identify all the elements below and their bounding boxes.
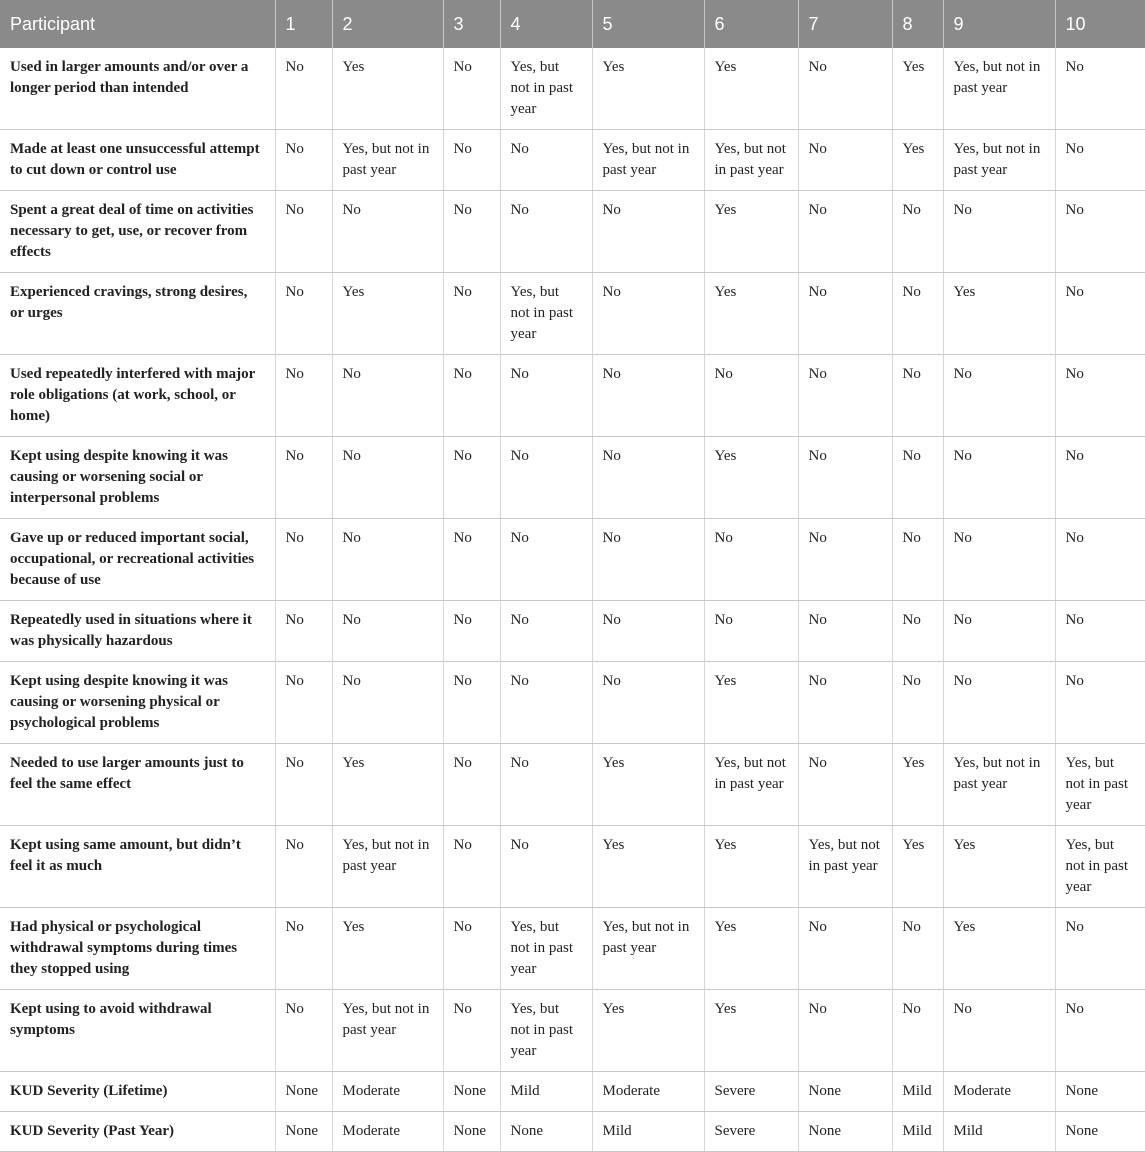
value-cell: Yes: [704, 437, 798, 519]
criterion-cell: KUD Severity (Lifetime): [0, 1072, 275, 1112]
value-cell: No: [798, 273, 892, 355]
value-cell: No: [443, 601, 500, 662]
value-cell: None: [443, 1072, 500, 1112]
value-cell: No: [500, 826, 592, 908]
header-cell: 6: [704, 0, 798, 48]
value-cell: No: [592, 191, 704, 273]
value-cell: No: [798, 601, 892, 662]
header-cell: 5: [592, 0, 704, 48]
value-cell: Yes, but not in past year: [1055, 826, 1145, 908]
table-row: [0, 744, 1145, 826]
value-cell: Yes: [704, 48, 798, 130]
value-cell: Yes: [592, 48, 704, 130]
value-cell: No: [798, 744, 892, 826]
criterion-cell: Experienced cravings, strong desires, or urges: [0, 273, 275, 355]
value-cell: No: [798, 990, 892, 1072]
value-cell: Yes: [943, 908, 1055, 990]
value-cell: Mild: [892, 1072, 943, 1112]
value-cell: No: [275, 130, 332, 191]
criterion-cell: Needed to use larger amounts just to feel the same effect: [0, 744, 275, 826]
criterion-cell: Repeatedly used in situations where it was physically hazardous: [0, 601, 275, 662]
table-row: [0, 191, 1145, 273]
value-cell: No: [275, 826, 332, 908]
value-cell: Yes: [332, 744, 443, 826]
table-row: [0, 662, 1145, 744]
value-cell: No: [798, 191, 892, 273]
value-cell: No: [443, 273, 500, 355]
value-cell: Severe: [704, 1112, 798, 1152]
value-cell: None: [1055, 1072, 1145, 1112]
table-row: [0, 826, 1145, 908]
header-row: [0, 0, 1145, 48]
criterion-cell: Used in larger amounts and/or over a longer period than intended: [0, 48, 275, 130]
header-cell: 3: [443, 0, 500, 48]
value-cell: No: [1055, 355, 1145, 437]
value-cell: No: [798, 437, 892, 519]
value-cell: Mild: [592, 1112, 704, 1152]
value-cell: Yes, but not in past year: [798, 826, 892, 908]
value-cell: None: [1055, 1112, 1145, 1152]
value-cell: No: [943, 355, 1055, 437]
criterion-cell: Kept using despite knowing it was causing or worsening physical or psychological problems: [0, 662, 275, 744]
value-cell: No: [332, 662, 443, 744]
value-cell: Yes, but not in past year: [592, 908, 704, 990]
value-cell: No: [275, 601, 332, 662]
value-cell: No: [1055, 662, 1145, 744]
value-cell: Yes: [892, 826, 943, 908]
value-cell: None: [798, 1112, 892, 1152]
value-cell: Yes: [704, 273, 798, 355]
value-cell: No: [443, 437, 500, 519]
value-cell: No: [1055, 601, 1145, 662]
criterion-cell: Used repeatedly interfered with major role obligations (at work, school, or home): [0, 355, 275, 437]
value-cell: No: [275, 191, 332, 273]
header-cell: 9: [943, 0, 1055, 48]
value-cell: No: [275, 48, 332, 130]
value-cell: No: [443, 826, 500, 908]
value-cell: No: [892, 519, 943, 601]
value-cell: Yes: [943, 273, 1055, 355]
value-cell: No: [592, 601, 704, 662]
value-cell: No: [443, 355, 500, 437]
value-cell: Yes, but not in past year: [332, 990, 443, 1072]
value-cell: Yes, but not in past year: [500, 48, 592, 130]
table-row: [0, 1112, 1145, 1152]
value-cell: Mild: [500, 1072, 592, 1112]
value-cell: No: [892, 273, 943, 355]
value-cell: No: [1055, 130, 1145, 191]
value-cell: Moderate: [332, 1112, 443, 1152]
value-cell: None: [500, 1112, 592, 1152]
value-cell: Yes: [704, 191, 798, 273]
value-cell: Severe: [704, 1072, 798, 1112]
value-cell: No: [443, 662, 500, 744]
value-cell: Yes, but not in past year: [1055, 744, 1145, 826]
value-cell: Yes, but not in past year: [500, 990, 592, 1072]
table-row: [0, 48, 1145, 130]
value-cell: No: [592, 437, 704, 519]
value-cell: No: [275, 662, 332, 744]
value-cell: Yes: [332, 908, 443, 990]
value-cell: No: [500, 662, 592, 744]
value-cell: No: [275, 273, 332, 355]
value-cell: No: [275, 744, 332, 826]
table-row: [0, 1072, 1145, 1112]
value-cell: No: [943, 662, 1055, 744]
value-cell: Yes: [892, 130, 943, 191]
value-cell: No: [704, 601, 798, 662]
header-cell: 4: [500, 0, 592, 48]
value-cell: No: [592, 355, 704, 437]
value-cell: None: [275, 1112, 332, 1152]
header-cell: 2: [332, 0, 443, 48]
value-cell: No: [443, 519, 500, 601]
value-cell: Yes, but not in past year: [332, 826, 443, 908]
table-row: [0, 355, 1145, 437]
value-cell: No: [1055, 908, 1145, 990]
value-cell: No: [1055, 191, 1145, 273]
value-cell: No: [798, 519, 892, 601]
table-row: [0, 601, 1145, 662]
value-cell: Moderate: [592, 1072, 704, 1112]
value-cell: Yes: [704, 826, 798, 908]
value-cell: No: [500, 191, 592, 273]
value-cell: No: [1055, 48, 1145, 130]
value-cell: No: [500, 437, 592, 519]
value-cell: No: [704, 355, 798, 437]
criterion-cell: Spent a great deal of time on activities necessary to get, use, or recover from effects: [0, 191, 275, 273]
value-cell: No: [1055, 519, 1145, 601]
header-cell: 10: [1055, 0, 1145, 48]
value-cell: No: [332, 191, 443, 273]
value-cell: No: [892, 355, 943, 437]
value-cell: No: [275, 355, 332, 437]
value-cell: No: [443, 48, 500, 130]
value-cell: No: [500, 744, 592, 826]
value-cell: No: [798, 662, 892, 744]
value-cell: No: [500, 355, 592, 437]
header-cell: Participant: [0, 0, 275, 48]
value-cell: No: [332, 601, 443, 662]
value-cell: No: [500, 130, 592, 191]
value-cell: No: [275, 908, 332, 990]
value-cell: Yes: [704, 662, 798, 744]
value-cell: No: [592, 519, 704, 601]
value-cell: Yes: [704, 990, 798, 1072]
value-cell: No: [892, 990, 943, 1072]
value-cell: Yes: [592, 990, 704, 1072]
value-cell: Yes: [892, 744, 943, 826]
value-cell: No: [443, 191, 500, 273]
criterion-cell: Kept using to avoid withdrawal symptoms: [0, 990, 275, 1072]
criterion-cell: Gave up or reduced important social, occupational, or recreational activities because of use: [0, 519, 275, 601]
value-cell: No: [798, 355, 892, 437]
value-cell: No: [892, 662, 943, 744]
value-cell: No: [332, 355, 443, 437]
value-cell: None: [798, 1072, 892, 1112]
header-cell: 1: [275, 0, 332, 48]
value-cell: Moderate: [943, 1072, 1055, 1112]
value-cell: Yes, but not in past year: [943, 48, 1055, 130]
value-cell: No: [943, 519, 1055, 601]
value-cell: Yes: [892, 48, 943, 130]
value-cell: Yes: [332, 273, 443, 355]
criterion-cell: KUD Severity (Past Year): [0, 1112, 275, 1152]
value-cell: No: [943, 191, 1055, 273]
value-cell: No: [798, 48, 892, 130]
table-body: [0, 48, 1145, 1152]
value-cell: None: [443, 1112, 500, 1152]
value-cell: Yes: [704, 908, 798, 990]
value-cell: No: [892, 437, 943, 519]
value-cell: No: [500, 601, 592, 662]
criterion-cell: Made at least one unsuccessful attempt to cut down or control use: [0, 130, 275, 191]
value-cell: No: [332, 519, 443, 601]
value-cell: No: [892, 601, 943, 662]
header-cell: 7: [798, 0, 892, 48]
value-cell: No: [443, 130, 500, 191]
value-cell: No: [332, 437, 443, 519]
value-cell: Yes, but not in past year: [704, 130, 798, 191]
value-cell: No: [943, 437, 1055, 519]
value-cell: No: [592, 273, 704, 355]
value-cell: None: [275, 1072, 332, 1112]
value-cell: No: [275, 437, 332, 519]
value-cell: Moderate: [332, 1072, 443, 1112]
table-row: [0, 908, 1145, 990]
value-cell: No: [443, 908, 500, 990]
value-cell: No: [275, 990, 332, 1072]
value-cell: No: [798, 130, 892, 191]
criterion-cell: Kept using same amount, but didn’t feel it as much: [0, 826, 275, 908]
value-cell: Yes: [592, 826, 704, 908]
value-cell: Yes, but not in past year: [704, 744, 798, 826]
value-cell: No: [1055, 273, 1145, 355]
table-header: [0, 0, 1145, 48]
value-cell: No: [1055, 437, 1145, 519]
value-cell: No: [892, 191, 943, 273]
value-cell: No: [275, 519, 332, 601]
value-cell: No: [892, 908, 943, 990]
value-cell: Mild: [892, 1112, 943, 1152]
value-cell: No: [443, 744, 500, 826]
value-cell: No: [443, 990, 500, 1072]
value-cell: No: [798, 908, 892, 990]
value-cell: No: [943, 990, 1055, 1072]
header-cell: 8: [892, 0, 943, 48]
value-cell: Yes, but not in past year: [500, 273, 592, 355]
table-row: [0, 273, 1145, 355]
value-cell: Yes, but not in past year: [943, 744, 1055, 826]
value-cell: No: [943, 601, 1055, 662]
value-cell: Yes, but not in past year: [943, 130, 1055, 191]
table-row: [0, 519, 1145, 601]
value-cell: Yes, but not in past year: [592, 130, 704, 191]
criterion-cell: Kept using despite knowing it was causing or worsening social or interpersonal problems: [0, 437, 275, 519]
table-row: [0, 130, 1145, 191]
value-cell: Yes, but not in past year: [332, 130, 443, 191]
criterion-cell: Had physical or psychological withdrawal symptoms during times they stopped using: [0, 908, 275, 990]
table-row: [0, 990, 1145, 1072]
value-cell: Yes, but not in past year: [500, 908, 592, 990]
value-cell: Yes: [943, 826, 1055, 908]
value-cell: Yes: [332, 48, 443, 130]
value-cell: Yes: [592, 744, 704, 826]
value-cell: No: [704, 519, 798, 601]
value-cell: No: [592, 662, 704, 744]
value-cell: Mild: [943, 1112, 1055, 1152]
table-row: [0, 437, 1145, 519]
value-cell: No: [1055, 990, 1145, 1072]
value-cell: No: [500, 519, 592, 601]
